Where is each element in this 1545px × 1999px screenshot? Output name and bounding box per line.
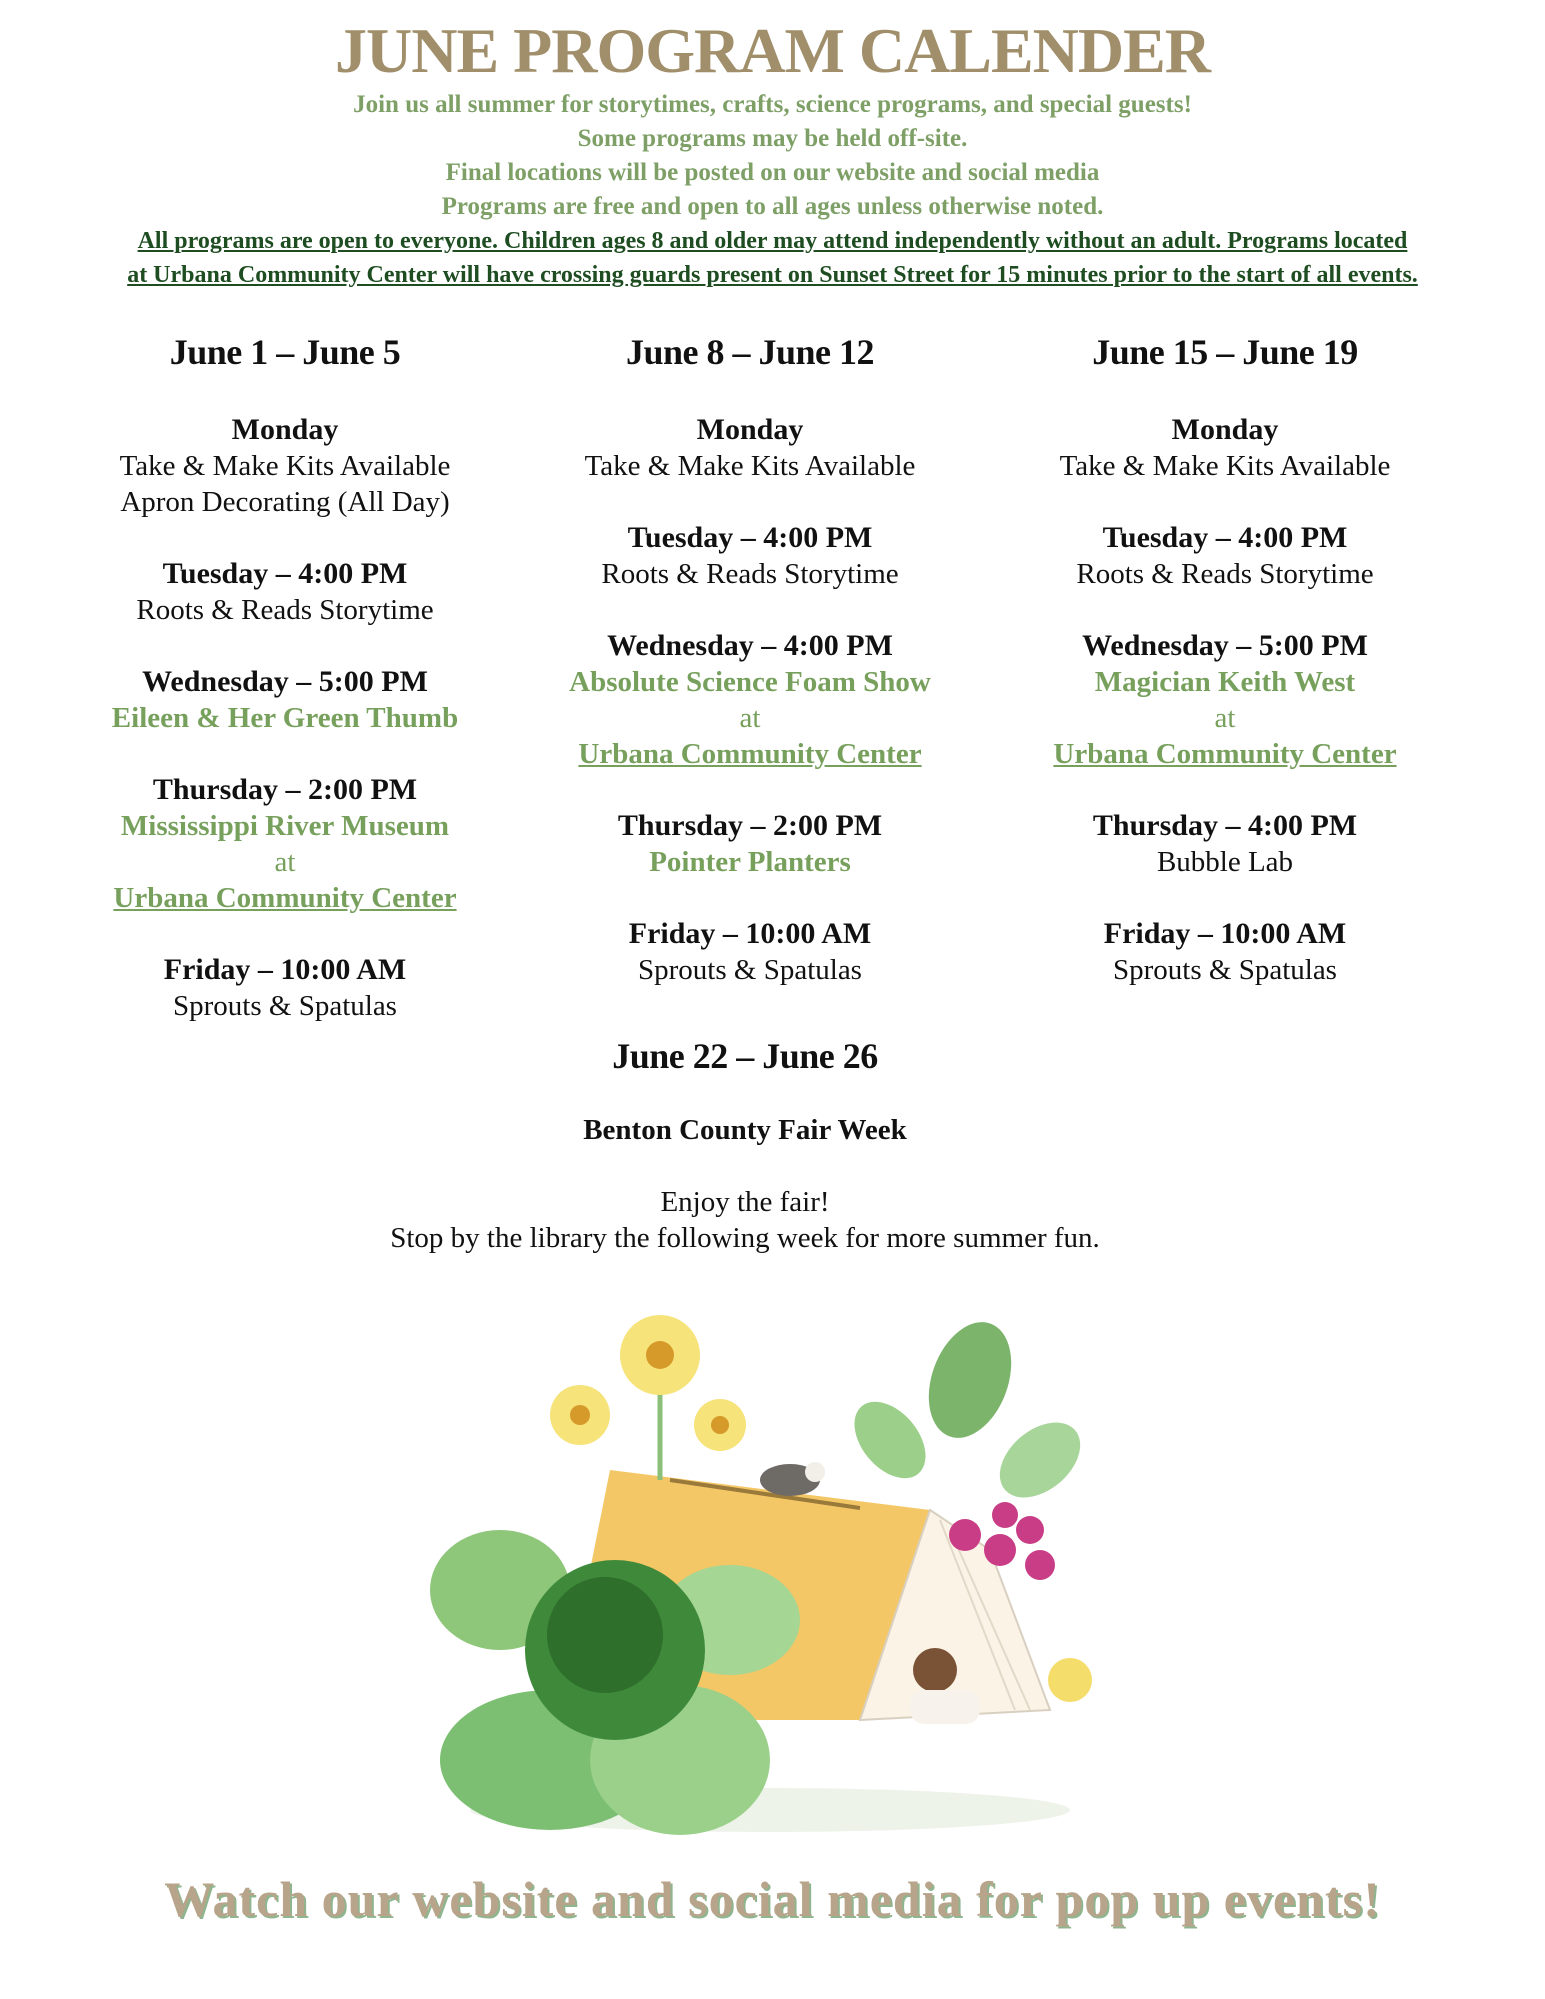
program-name: Sprouts & Spatulas	[638, 954, 862, 986]
program-name: Sprouts & Spatulas	[1113, 954, 1337, 986]
book-tent-garden-illustration	[430, 1290, 1110, 1850]
day-heading: Monday	[231, 413, 339, 446]
day-thursday	[990, 808, 1460, 880]
day-heading: Monday	[1171, 413, 1279, 446]
page-title: JUNE PROGRAM CALENDER	[335, 15, 1210, 86]
day-monday	[515, 412, 985, 484]
week-range: June 15 – June 19	[1092, 332, 1358, 372]
day-heading: Monday	[696, 413, 804, 446]
guest-program: Pointer Planters	[649, 846, 851, 878]
program-name: Roots & Reads Storytime	[601, 558, 899, 590]
day-heading: Friday – 10:00 AM	[163, 953, 407, 986]
day-wednesday	[50, 664, 520, 736]
location-link[interactable]: Urbana Community Center	[1053, 738, 1397, 770]
day-wednesday	[990, 628, 1460, 772]
guest-program: Magician Keith West	[1094, 666, 1356, 698]
program-name: Apron Decorating (All Day)	[120, 486, 450, 518]
child-figure	[913, 1648, 957, 1692]
day-thursday	[50, 772, 520, 916]
day-monday	[50, 412, 520, 520]
week-column-2	[515, 330, 985, 1024]
day-heading: Friday – 10:00 AM	[628, 917, 872, 950]
day-heading: Wednesday – 4:00 PM	[607, 629, 893, 662]
day-heading: Friday – 10:00 AM	[1103, 917, 1347, 950]
day-heading: Thursday – 2:00 PM	[617, 809, 883, 842]
day-wednesday	[515, 628, 985, 772]
day-heading: Tuesday – 4:00 PM	[162, 557, 408, 590]
day-heading: Wednesday – 5:00 PM	[142, 665, 428, 698]
week-column-3	[990, 330, 1460, 1024]
at-label: at	[1214, 702, 1236, 734]
intro-line: Programs are free and open to all ages unless otherwise noted.	[441, 193, 1104, 220]
program-name: Take & Make Kits Available	[1059, 450, 1391, 482]
week-range: June 22 – June 26	[612, 1036, 878, 1076]
yellow-flowers	[550, 1315, 746, 1480]
week-column-1	[50, 330, 520, 1060]
day-heading: Thursday – 2:00 PM	[152, 773, 418, 806]
program-name: Take & Make Kits Available	[584, 450, 916, 482]
attendance-notice	[60, 224, 1485, 292]
program-name: Bubble Lab	[1156, 846, 1294, 878]
guest-program: Mississippi River Museum	[120, 810, 450, 842]
day-heading: Wednesday – 5:00 PM	[1082, 629, 1368, 662]
fair-line: Stop by the library the following week for more summer fun.	[390, 1222, 1100, 1254]
day-heading: Tuesday – 4:00 PM	[627, 521, 873, 554]
guest-program: Absolute Science Foam Show	[569, 666, 931, 698]
fair-week-section	[0, 1034, 1490, 1256]
program-name: Sprouts & Spatulas	[173, 990, 397, 1022]
day-friday	[990, 916, 1460, 988]
day-tuesday	[515, 520, 985, 592]
intro-text	[0, 88, 1545, 224]
location-link[interactable]: Urbana Community Center	[113, 882, 457, 914]
intro-line: Some programs may be held off-site.	[577, 125, 968, 152]
program-name: Take & Make Kits Available	[119, 450, 451, 482]
day-thursday	[515, 808, 985, 880]
chick-figure	[1048, 1658, 1092, 1702]
at-label: at	[739, 702, 761, 734]
day-friday	[50, 952, 520, 1024]
footer-banner: Watch our website and social media for pop up events!	[164, 1871, 1381, 1927]
day-heading: Tuesday – 4:00 PM	[1102, 521, 1348, 554]
at-label: at	[274, 846, 296, 878]
leafy-plant	[840, 1311, 1094, 1513]
day-heading: Thursday – 4:00 PM	[1092, 809, 1358, 842]
notice-line: All programs are open to everyone. Children ages 8 and older may attend independently without an adult. Programs located	[137, 228, 1408, 254]
fair-name: Benton County Fair Week	[583, 1114, 907, 1146]
day-tuesday	[50, 556, 520, 628]
notice-line: at Urbana Community Center will have crossing guards present on Sunset Street for 15 minutes prior to the start of all events.	[127, 262, 1418, 288]
day-tuesday	[990, 520, 1460, 592]
guest-program: Eileen & Her Green Thumb	[111, 702, 459, 734]
day-friday	[515, 916, 985, 988]
program-name: Roots & Reads Storytime	[136, 594, 434, 626]
intro-line: Join us all summer for storytimes, crafts, science programs, and special guests!	[353, 91, 1192, 118]
day-monday	[990, 412, 1460, 484]
week-range: June 8 – June 12	[625, 332, 875, 372]
illustration-svg	[430, 1290, 1110, 1850]
location-link[interactable]: Urbana Community Center	[578, 738, 922, 770]
program-name: Roots & Reads Storytime	[1076, 558, 1374, 590]
fair-line: Enjoy the fair!	[660, 1186, 830, 1218]
intro-line: Final locations will be posted on our website and social media	[445, 159, 1100, 186]
week-range: June 1 – June 5	[169, 332, 401, 372]
